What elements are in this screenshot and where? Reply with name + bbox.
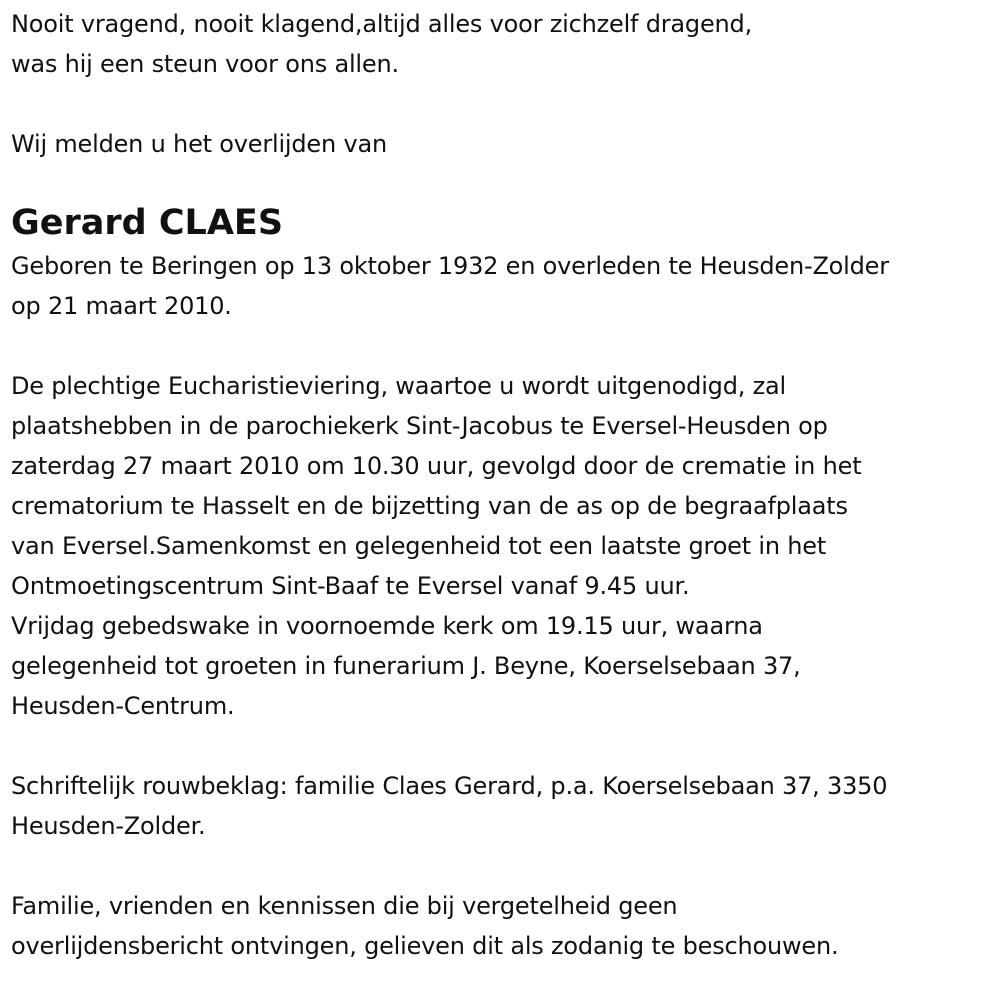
announcement-text: Wij melden u het overlijden van: [11, 130, 387, 158]
ceremony-line-7: Vrijdag gebedswake in voornoemde kerk om 19.15 uur, waarna: [11, 612, 763, 640]
intro-line-1: Nooit vragend, nooit klagend,altijd alles voor zichzelf dragend,: [11, 10, 752, 38]
spacer: [11, 84, 996, 124]
ceremony-line-3: zaterdag 27 maart 2010 om 10.30 uur, gevolgd door de crematie in het: [11, 452, 862, 480]
ceremony-line-1: De plechtige Eucharistieviering, waartoe u wordt uitgenodigd, zal: [11, 372, 786, 400]
ceremony-line-2: plaatshebben in de parochiekerk Sint-Jacobus te Eversel-Heusden op: [11, 412, 828, 440]
intro-line-2: was hij een steun voor ons allen.: [11, 50, 399, 78]
deceased-name: Gerard CLAES: [11, 203, 284, 243]
ceremony-line-6: Ontmoetingscentrum Sint-Baaf te Eversel vanaf 9.45 uur.: [11, 572, 690, 600]
birth-death-line-1: Geboren te Beringen op 13 oktober 1932 en overleden te Heusden-Zolder: [11, 252, 889, 280]
closing-line-2: overlijdensbericht ontvingen, gelieven dit als zodanig te beschouwen.: [11, 932, 839, 960]
spacer: [11, 726, 996, 766]
spacer: [11, 164, 996, 194]
condolences-line-1: Schriftelijk rouwbeklag: familie Claes Gerard, p.a. Koerselsebaan 37, 3350: [11, 772, 888, 800]
closing-line-1: Familie, vrienden en kennissen die bij vergetelheid geen: [11, 892, 678, 920]
condolences-line-2: Heusden-Zolder.: [11, 812, 206, 840]
birth-death-line-2: op 21 maart 2010.: [11, 292, 232, 320]
ceremony-line-9: Heusden-Centrum.: [11, 692, 235, 720]
spacer: [11, 846, 996, 886]
spacer: [11, 326, 996, 366]
ceremony-line-5: van Eversel.Samenkomst en gelegenheid tot een laatste groet in het: [11, 532, 827, 560]
ceremony-line-4: crematorium te Hasselt en de bijzetting van de as op de begraafplaats: [11, 492, 848, 520]
ceremony-line-8: gelegenheid tot groeten in funerarium J. Beyne, Koerselsebaan 37,: [11, 652, 801, 680]
obituary-notice: [11, 0, 996, 966]
